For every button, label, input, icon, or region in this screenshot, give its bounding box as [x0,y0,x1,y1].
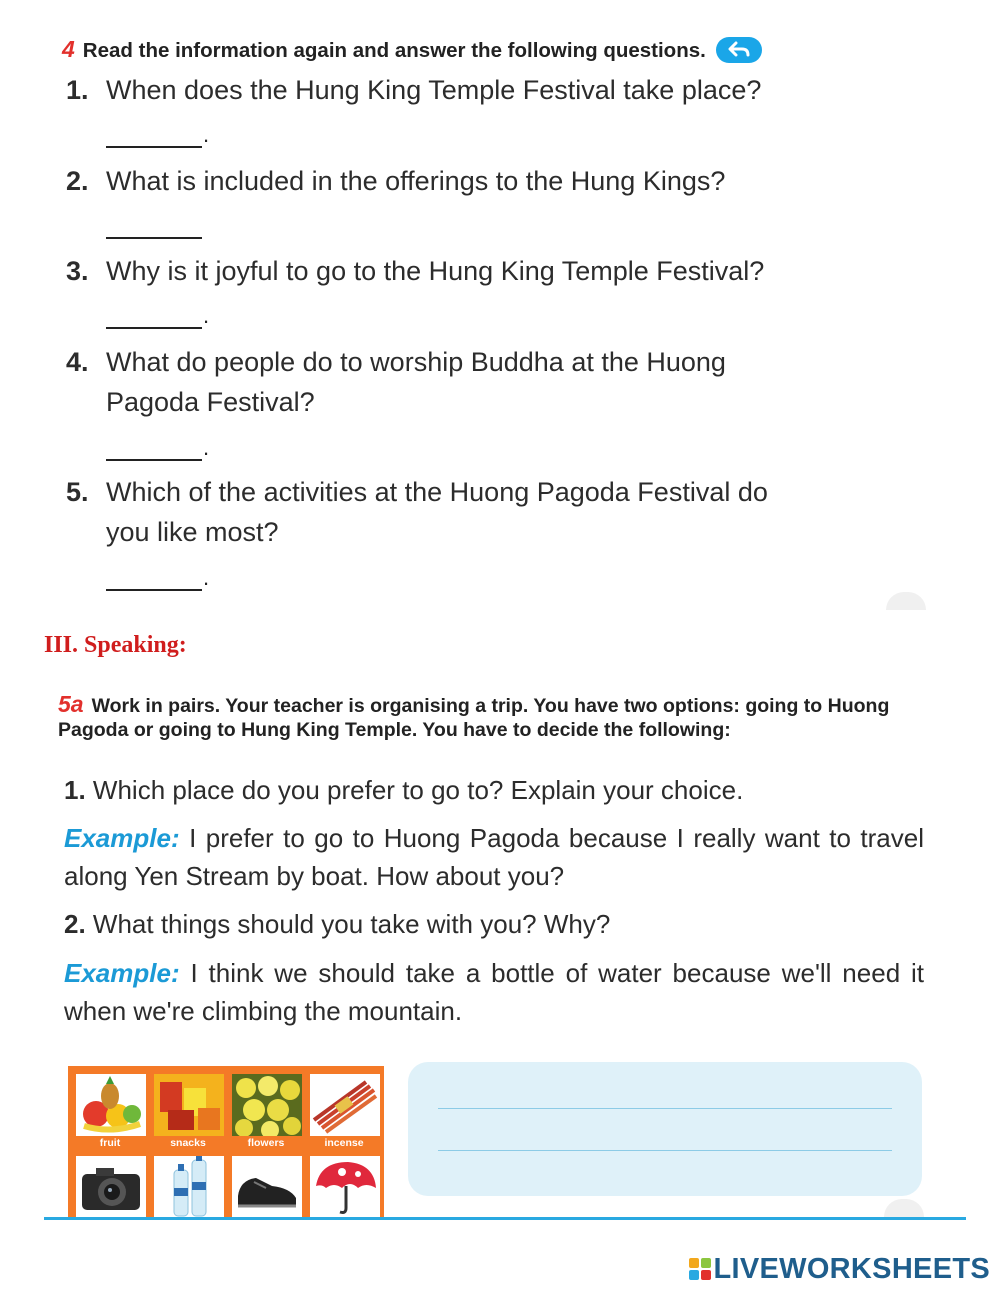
note-line [438,1150,892,1151]
liveworksheets-logo [689,1252,991,1286]
question-3 [66,251,906,291]
question-number: 1. [66,75,89,105]
tile-label: snacks [170,1137,206,1149]
example-label: Example: [64,958,180,988]
item-text: Which place do you prefer to go to? Explain your choice. [92,775,744,805]
exercise-4-instruction: Read the information again and answer the following questions. [82,39,706,62]
exercise-5a-instruction: Work in pairs. Your teacher is organising a trip. You have two options: going to Huong Pagoda or going to Hung King Temple. You have to decide the following: [58,695,890,741]
items-picture-grid [68,1066,384,1218]
section-title: III. Speaking: [44,632,187,658]
answer-5-input[interactable] [106,589,202,591]
question-number: 4. [66,347,89,377]
tile-label: incense [324,1137,364,1149]
answer-5-period: . [203,565,210,590]
snacks-icon [154,1074,224,1136]
speaking-item-2 [64,905,610,943]
question-5 [66,472,906,552]
fruit-icon [76,1074,146,1136]
logo-cubes-icon [689,1258,711,1280]
example-2 [64,954,924,1030]
question-text: What do people do to worship Buddha at the Huong [106,347,726,377]
camera-icon [76,1156,146,1218]
answer-2-input[interactable] [106,237,202,239]
bottom-rule [44,1217,966,1220]
shoes-icon [232,1156,302,1218]
incense-icon [310,1074,380,1136]
exercise-5a-header [58,692,938,742]
question-text: When does the Hung King Temple Festival take place? [106,75,762,105]
example-label: Example: [64,823,180,853]
exercise-5a-number: 5a [58,691,84,717]
note-line [438,1108,892,1109]
answer-3-period: . [203,303,210,328]
tile-label: fruit [99,1137,121,1149]
answer-1-input[interactable] [106,146,202,148]
back-arrow-icon[interactable] [716,37,762,63]
speaking-item-1 [64,771,743,809]
item-text: What things should you take with you? Why? [92,909,611,939]
question-number: 2. [66,166,89,196]
answer-1-period: . [203,122,210,147]
example-1 [64,819,924,895]
question-2 [66,161,906,201]
item-number: 2. [64,909,86,939]
answer-4-period: . [203,435,210,460]
flowers-icon [232,1074,302,1136]
question-text-continued: Pagoda Festival? [106,387,315,417]
question-number: 3. [66,256,89,286]
decorative-tab [884,1199,924,1217]
answer-3-input[interactable] [106,327,202,329]
answer-4-input[interactable] [106,459,202,461]
logo-text: LIVEWORKSHEETS [713,1252,990,1285]
question-text-continued: you like most? [106,517,279,547]
question-text: Which of the activities at the Huong Pagoda Festival do [106,477,768,507]
notes-box [408,1062,922,1196]
question-text: What is included in the offerings to the Hung Kings? [106,166,726,196]
example-text: I prefer to go to Huong Pagoda because I really want to travel along Yen Stream by boat. How about you? [64,823,924,891]
water-bottles-icon [154,1156,224,1218]
umbrella-icon [310,1156,380,1218]
tile-label: flowers [247,1137,285,1149]
question-4 [66,342,906,422]
question-number: 5. [66,477,89,507]
exercise-4-header [62,36,762,63]
question-1 [66,70,906,110]
question-text: Why is it joyful to go to the Hung King Temple Festival? [106,256,765,286]
decorative-tab [886,592,926,610]
exercise-4-number: 4 [62,36,75,62]
item-number: 1. [64,775,86,805]
example-text: I think we should take a bottle of water because we'll need it when we're climbing the mountain. [64,958,924,1026]
